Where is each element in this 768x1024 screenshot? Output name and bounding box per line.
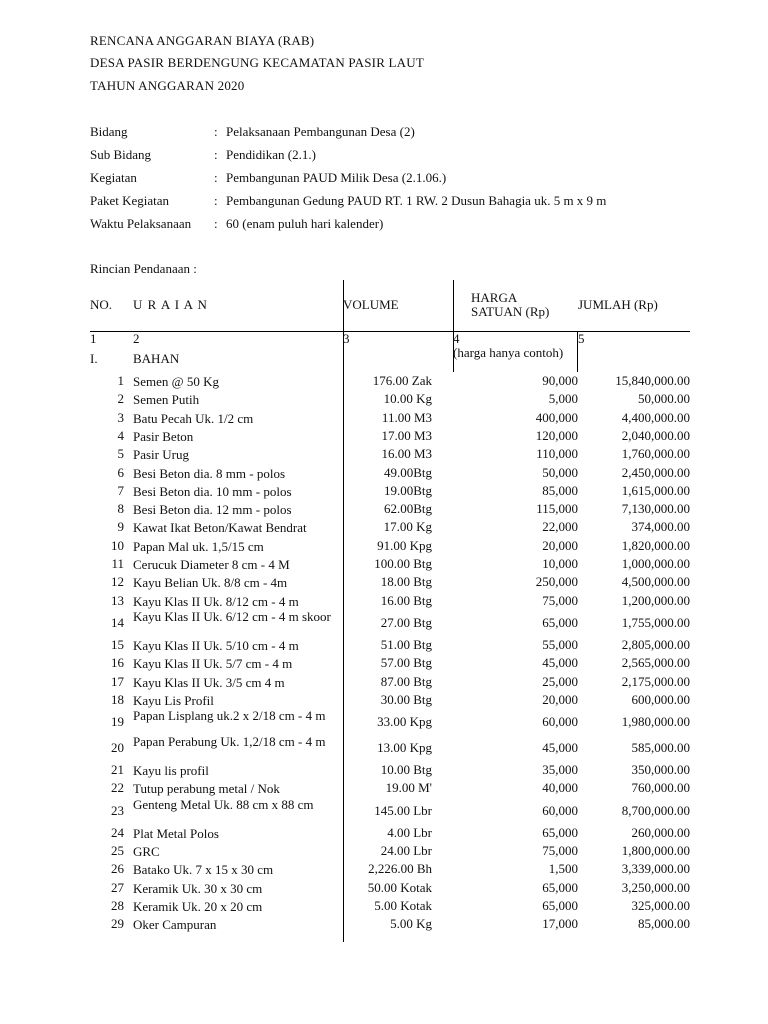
- row-unit-price: 75,000: [542, 843, 578, 858]
- funding-details-label: Rincian Pendanaan :: [90, 261, 197, 276]
- row-description: Kayu Lis Profil: [133, 692, 214, 708]
- table-row: [0, 465, 768, 483]
- row-number: 4: [117, 427, 124, 443]
- table-row: [0, 373, 768, 391]
- row-number: 12: [111, 574, 124, 590]
- row-volume: 19.00 M': [385, 780, 432, 796]
- info-value: Pendidikan (2.1.): [226, 147, 316, 162]
- row-description: Pasir Beton: [133, 428, 194, 444]
- table-row: [0, 391, 768, 409]
- table-row: [0, 637, 768, 655]
- row-description: Kayu Klas II Uk. 6/12 cm - 4 m skoor: [133, 608, 331, 624]
- row-unit-price: 90,000: [542, 373, 578, 388]
- row-volume: 87.00 Btg: [380, 673, 432, 689]
- info-colon: :: [214, 216, 218, 231]
- row-description: Batu Pecah Uk. 1/2 cm: [133, 410, 254, 426]
- info-label: Waktu Pelaksanaan: [90, 216, 192, 231]
- row-description: Kayu Klas II Uk. 8/12 cm - 4 m: [133, 593, 299, 609]
- row-total: 15,840,000.00: [615, 373, 690, 388]
- row-volume: 30.00 Btg: [380, 691, 432, 707]
- row-volume: 18.00 Btg: [380, 574, 432, 590]
- row-total: 4,500,000.00: [621, 574, 690, 590]
- row-number: 25: [111, 843, 124, 858]
- table-row: [0, 674, 768, 692]
- row-volume: 176.00 Zak: [372, 373, 432, 388]
- row-total: 3,250,000.00: [621, 879, 690, 895]
- row-unit-price: 20,000: [542, 537, 578, 553]
- row-total: 2,040,000.00: [621, 427, 690, 443]
- header-no: NO.: [90, 297, 113, 312]
- row-total: 1,980,000.00: [621, 714, 690, 730]
- row-unit-price: 250,000: [535, 574, 578, 590]
- row-number: 26: [111, 861, 124, 877]
- row-number: 15: [111, 636, 124, 652]
- row-number: 29: [111, 916, 124, 932]
- row-number: 11: [111, 556, 124, 571]
- column-number-5: 5: [578, 331, 585, 346]
- row-number: 18: [111, 691, 124, 707]
- row-total: 760,000.00: [631, 780, 690, 796]
- row-number: 3: [117, 409, 124, 425]
- row-number: 10: [111, 537, 124, 553]
- row-volume: 51.00 Btg: [380, 636, 432, 652]
- row-total: 350,000.00: [631, 762, 690, 778]
- row-description: Papan Lisplang uk.2 x 2/18 cm - 4 m: [133, 708, 326, 724]
- row-total: 260,000.00: [631, 824, 690, 840]
- row-description: Kayu lis profil: [133, 763, 209, 779]
- row-number: 27: [111, 879, 124, 895]
- row-volume: 5.00 Kg: [390, 916, 432, 932]
- row-description: Cerucuk Diameter 8 cm - 4 M: [133, 557, 290, 572]
- row-number: 13: [111, 592, 124, 608]
- row-description: GRC: [133, 844, 160, 859]
- row-number: 8: [117, 501, 124, 517]
- row-description: Batako Uk. 7 x 15 x 30 cm: [133, 862, 274, 878]
- table-row: [0, 861, 768, 879]
- row-description: Papan Mal uk. 1,5/15 cm: [133, 538, 264, 554]
- row-unit-price: 75,000: [542, 592, 578, 608]
- row-volume: 33.00 Kpg: [377, 714, 432, 730]
- table-row: [0, 608, 768, 637]
- table-row: [0, 710, 768, 736]
- table-row: [0, 916, 768, 934]
- row-total: 4,400,000.00: [621, 409, 690, 425]
- info-value: 60 (enam puluh hari kalender): [226, 216, 384, 231]
- row-number: 1: [117, 373, 124, 388]
- row-unit-price: 55,000: [542, 636, 578, 652]
- row-volume: 17.00 M3: [381, 427, 432, 443]
- row-volume: 17.00 Kg: [383, 519, 432, 535]
- row-unit-price: 35,000: [542, 762, 578, 778]
- table-row: [0, 446, 768, 464]
- table-row: [0, 483, 768, 501]
- header-jumlah: JUMLAH (Rp): [578, 297, 658, 312]
- row-number: 6: [117, 464, 124, 480]
- row-unit-price: 20,000: [542, 691, 578, 707]
- info-value: Pembangunan PAUD Milik Desa (2.1.06.): [226, 170, 447, 185]
- info-colon: :: [214, 170, 218, 185]
- row-unit-price: 65,000: [542, 879, 578, 895]
- row-volume: 19.00Btg: [383, 482, 432, 498]
- row-volume: 13.00 Kpg: [377, 740, 432, 756]
- table-row: [0, 655, 768, 673]
- row-total: 1,200,000.00: [621, 592, 690, 608]
- table-row: [0, 428, 768, 446]
- row-description: Kayu Klas II Uk. 5/7 cm - 4 m: [133, 656, 293, 672]
- table-header-divider: [90, 331, 690, 332]
- row-number: 19: [111, 714, 124, 730]
- row-description: Kayu Klas II Uk. 3/5 cm 4 m: [133, 674, 285, 690]
- row-unit-price: 110,000: [536, 446, 578, 462]
- row-description: Besi Beton dia. 8 mm - polos: [133, 465, 286, 481]
- row-volume: 16.00 Btg: [380, 592, 432, 608]
- row-unit-price: 10,000: [542, 556, 578, 571]
- row-volume: 27.00 Btg: [380, 614, 432, 630]
- header-uraian: U R A I A N: [133, 297, 208, 312]
- row-description: Genteng Metal Uk. 88 cm x 88 cm: [133, 796, 314, 812]
- row-volume: 10.00 Btg: [380, 762, 432, 778]
- row-unit-price: 65,000: [542, 614, 578, 630]
- row-description: Semen @ 50 Kg: [133, 374, 219, 389]
- row-description: Plat Metal Polos: [133, 825, 219, 841]
- row-volume: 62.00Btg: [383, 501, 432, 517]
- info-label: Bidang: [90, 124, 128, 139]
- row-description: Besi Beton dia. 10 mm - polos: [133, 483, 292, 499]
- row-volume: 24.00 Lbr: [380, 843, 432, 858]
- table-row: [0, 843, 768, 861]
- section-number: I.: [90, 351, 98, 366]
- row-unit-price: 65,000: [542, 824, 578, 840]
- info-colon: :: [214, 124, 218, 139]
- column-number-4: 4: [453, 331, 460, 346]
- row-total: 1,800,000.00: [621, 843, 690, 858]
- row-description: Tutup perabung metal / Nok: [133, 781, 280, 797]
- table-row: [0, 692, 768, 710]
- row-number: 24: [111, 824, 124, 840]
- row-unit-price: 25,000: [542, 673, 578, 689]
- row-total: 50,000.00: [638, 391, 690, 407]
- row-unit-price: 45,000: [542, 655, 578, 671]
- row-volume: 11.00 M3: [381, 409, 432, 425]
- row-number: 21: [111, 762, 124, 778]
- row-number: 20: [111, 740, 124, 756]
- row-volume: 10.00 Kg: [383, 391, 432, 407]
- row-number: 16: [111, 655, 124, 671]
- info-label: Sub Bidang: [90, 147, 152, 162]
- row-total: 585,000.00: [631, 740, 690, 756]
- row-total: 85,000.00: [638, 916, 690, 932]
- row-total: 7,130,000.00: [621, 501, 690, 517]
- row-description: Papan Perabung Uk. 1,2/18 cm - 4 m: [133, 734, 326, 750]
- table-row: [0, 410, 768, 428]
- row-description: Kayu Klas II Uk. 5/10 cm - 4 m: [133, 637, 299, 653]
- row-volume: 16.00 M3: [381, 446, 432, 462]
- header-harga-line1: HARGA: [471, 290, 518, 305]
- row-volume: 4.00 Lbr: [387, 824, 432, 840]
- info-value: Pelaksanaan Pembangunan Desa (2): [226, 124, 415, 139]
- table-row: [0, 574, 768, 592]
- table-row: [0, 898, 768, 916]
- row-unit-price: 17,000: [542, 916, 578, 932]
- document-subtitle-year: TAHUN ANGGARAN 2020: [90, 78, 245, 93]
- row-unit-price: 60,000: [542, 714, 578, 730]
- info-label: Paket Kegiatan: [90, 193, 170, 208]
- row-number: 28: [111, 897, 124, 913]
- table-row: [0, 796, 768, 825]
- row-number: 23: [111, 802, 124, 818]
- row-unit-price: 1,500: [548, 861, 578, 877]
- row-volume: 49.00Btg: [383, 464, 432, 480]
- table-row: [0, 519, 768, 537]
- row-description: Kawat Ikat Beton/Kawat Bendrat: [133, 520, 307, 536]
- info-colon: :: [214, 147, 218, 162]
- row-description: Keramik Uk. 20 x 20 cm: [133, 898, 263, 914]
- table-row: [0, 780, 768, 798]
- row-number: 14: [111, 614, 124, 630]
- row-total: 2,175,000.00: [621, 673, 690, 689]
- row-total: 8,700,000.00: [621, 802, 690, 818]
- row-description: Besi Beton dia. 12 mm - polos: [133, 502, 292, 518]
- row-unit-price: 40,000: [542, 780, 578, 796]
- table-row: [0, 538, 768, 556]
- row-total: 600,000.00: [631, 691, 690, 707]
- row-unit-price: 50,000: [542, 464, 578, 480]
- row-description: Pasir Urug: [133, 447, 189, 463]
- row-unit-price: 5,000: [548, 391, 578, 407]
- row-volume: 57.00 Btg: [380, 655, 432, 671]
- document-title: RENCANA ANGGARAN BIAYA (RAB): [90, 33, 315, 48]
- row-unit-price: 115,000: [536, 501, 578, 517]
- row-total: 325,000.00: [631, 897, 690, 913]
- row-unit-price: 120,000: [535, 427, 578, 443]
- row-unit-price: 45,000: [542, 740, 578, 756]
- row-volume: 50.00 Kotak: [367, 879, 432, 895]
- row-total: 2,450,000.00: [621, 464, 690, 480]
- row-number: 7: [117, 482, 124, 498]
- row-description: Semen Putih: [133, 392, 200, 408]
- row-description: Keramik Uk. 30 x 30 cm: [133, 880, 263, 896]
- column-number-3: 3: [343, 331, 350, 346]
- info-value: Pembangunan Gedung PAUD RT. 1 RW. 2 Dusun Bahagia uk. 5 m x 9 m: [226, 193, 607, 208]
- row-total: 1,615,000.00: [621, 482, 690, 498]
- table-row: [0, 825, 768, 843]
- row-volume: 91.00 Kpg: [377, 537, 432, 553]
- table-row: [0, 880, 768, 898]
- row-volume: 5.00 Kotak: [374, 897, 432, 913]
- row-total: 1,760,000.00: [621, 446, 690, 462]
- header-volume: VOLUME: [343, 297, 399, 312]
- row-total: 374,000.00: [631, 519, 690, 535]
- table-row: [0, 593, 768, 611]
- row-number: 9: [117, 519, 124, 535]
- row-total: 1,820,000.00: [621, 537, 690, 553]
- row-total: 1,000,000.00: [621, 556, 690, 571]
- row-description: Oker Campuran: [133, 917, 217, 933]
- row-unit-price: 22,000: [542, 519, 578, 535]
- info-colon: :: [214, 193, 218, 208]
- column-number-2: 2: [133, 331, 140, 346]
- info-label: Kegiatan: [90, 170, 137, 185]
- section-title: BAHAN: [133, 351, 180, 366]
- document-subtitle-village: DESA PASIR BERDENGUNG KECAMATAN PASIR LAUT: [90, 55, 424, 70]
- row-unit-price: 400,000: [535, 409, 578, 425]
- table-row: [0, 501, 768, 519]
- row-description: Kayu Belian Uk. 8/8 cm - 4m: [133, 575, 288, 591]
- row-number: 17: [111, 673, 124, 689]
- header-harga-line2: SATUAN (Rp): [471, 304, 550, 319]
- row-volume: 100.00 Btg: [374, 556, 432, 571]
- row-volume: 2,226.00 Bh: [368, 861, 432, 877]
- row-number: 22: [111, 780, 124, 796]
- row-total: 2,805,000.00: [621, 636, 690, 652]
- row-volume: 145.00 Lbr: [374, 802, 432, 818]
- table-row: [0, 736, 768, 762]
- row-total: 3,339,000.00: [621, 861, 690, 877]
- row-unit-price: 65,000: [542, 897, 578, 913]
- row-unit-price: 60,000: [542, 802, 578, 818]
- table-row: [0, 762, 768, 780]
- row-total: 1,755,000.00: [621, 614, 690, 630]
- row-number: 2: [117, 391, 124, 407]
- section-price-note: (harga hanya contoh): [453, 345, 564, 360]
- row-number: 5: [117, 446, 124, 462]
- column-number-1: 1: [90, 331, 97, 346]
- row-unit-price: 85,000: [542, 482, 578, 498]
- table-row: [0, 556, 768, 574]
- row-total: 2,565,000.00: [621, 655, 690, 671]
